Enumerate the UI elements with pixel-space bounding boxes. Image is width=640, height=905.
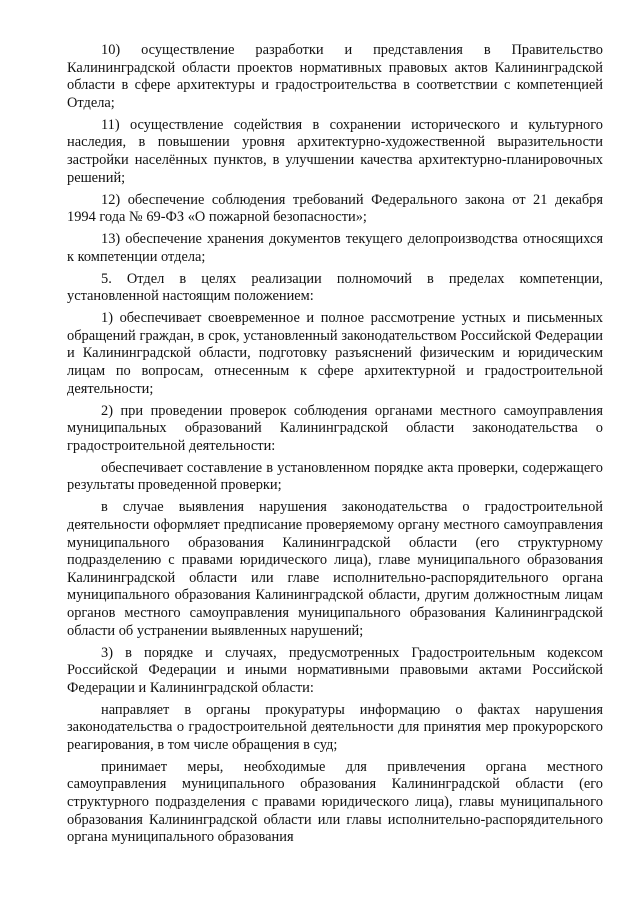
paragraph-item-10: 10) осуществление разработки и представления в Правительство Калининградской области проектов нормативных правовых актов Калининградской области в сфере архитектуры и градостроительства в соответствии с компетенцией Отдела; — [67, 42, 603, 111]
paragraph-section-5: 5. Отдел в целях реализации полномочий в пределах компетенции, установленной настоящим положением: — [67, 270, 603, 305]
paragraph-subitem-2-a: обеспечивает составление в установленном порядке акта проверки, содержащего результаты проведенной проверки; — [67, 459, 603, 494]
paragraph-subitem-2: 2) при проведении проверок соблюдения органами местного самоуправления муниципальных образований Калининградской области законодательства о градостроительной деятельности: — [67, 402, 603, 454]
paragraph-item-11: 11) осуществление содействия в сохранении исторического и культурного наследия, в повышении уровня архитектурно-художественной выразительности застройки населённых пунктов, в улучшении качества архитектурно-планировочных решений; — [67, 116, 603, 186]
paragraph-subitem-2-b: в случае выявления нарушения законодательства о градостроительной деятельности оформляет предписание проверяемому органу местного самоуправления муниципального образования Калининградской области (его структурному подразделению с правами юридического лица), главе муниципального образования Калининградской области или главе исполнительно-распорядительного органа муниципального образования Калининградской области, другим должностным лицам органов местного самоуправления муниципального образования Калининградской области об устранении выявленных нарушений; — [67, 499, 603, 639]
paragraph-subitem-3: 3) в порядке и случаях, предусмотренных Градостроительным кодексом Российской Федерации и иными нормативными правовыми актами Российской Федерации и Калининградской области: — [67, 644, 603, 696]
paragraph-item-12: 12) обеспечение соблюдения требований Федерального закона от 21 декабря 1994 года № 69-ФЗ «О пожарной безопасности»; — [67, 191, 603, 226]
paragraph-subitem-3-a: направляет в органы прокуратуры информацию о фактах нарушения законодательства о градостроительной деятельности для принятия мер прокурорского реагирования, в том числе обращения в суд; — [67, 701, 603, 753]
paragraph-subitem-3-b: принимает меры, необходимые для привлечения органа местного самоуправления муниципального образования Калининградской области (его структурного подразделения с правами юридического лица), главы муниципального образования Калининградской области или главы исполнительно-распорядительного органа муниципального образования — [67, 758, 603, 846]
paragraph-item-13: 13) обеспечение хранения документов текущего делопроизводства относящихся к компетенции отдела; — [67, 231, 603, 265]
document-body — [67, 42, 603, 851]
paragraph-subitem-1: 1) обеспечивает своевременное и полное рассмотрение устных и письменных обращений граждан, в срок, установленный законодательством Российской Федерации и Калининградской области, подготовку разъяснений физическим и юридическим лицам по вопросам, отнесенным к сфере архитектурной и градостроительной деятельности; — [67, 310, 603, 397]
